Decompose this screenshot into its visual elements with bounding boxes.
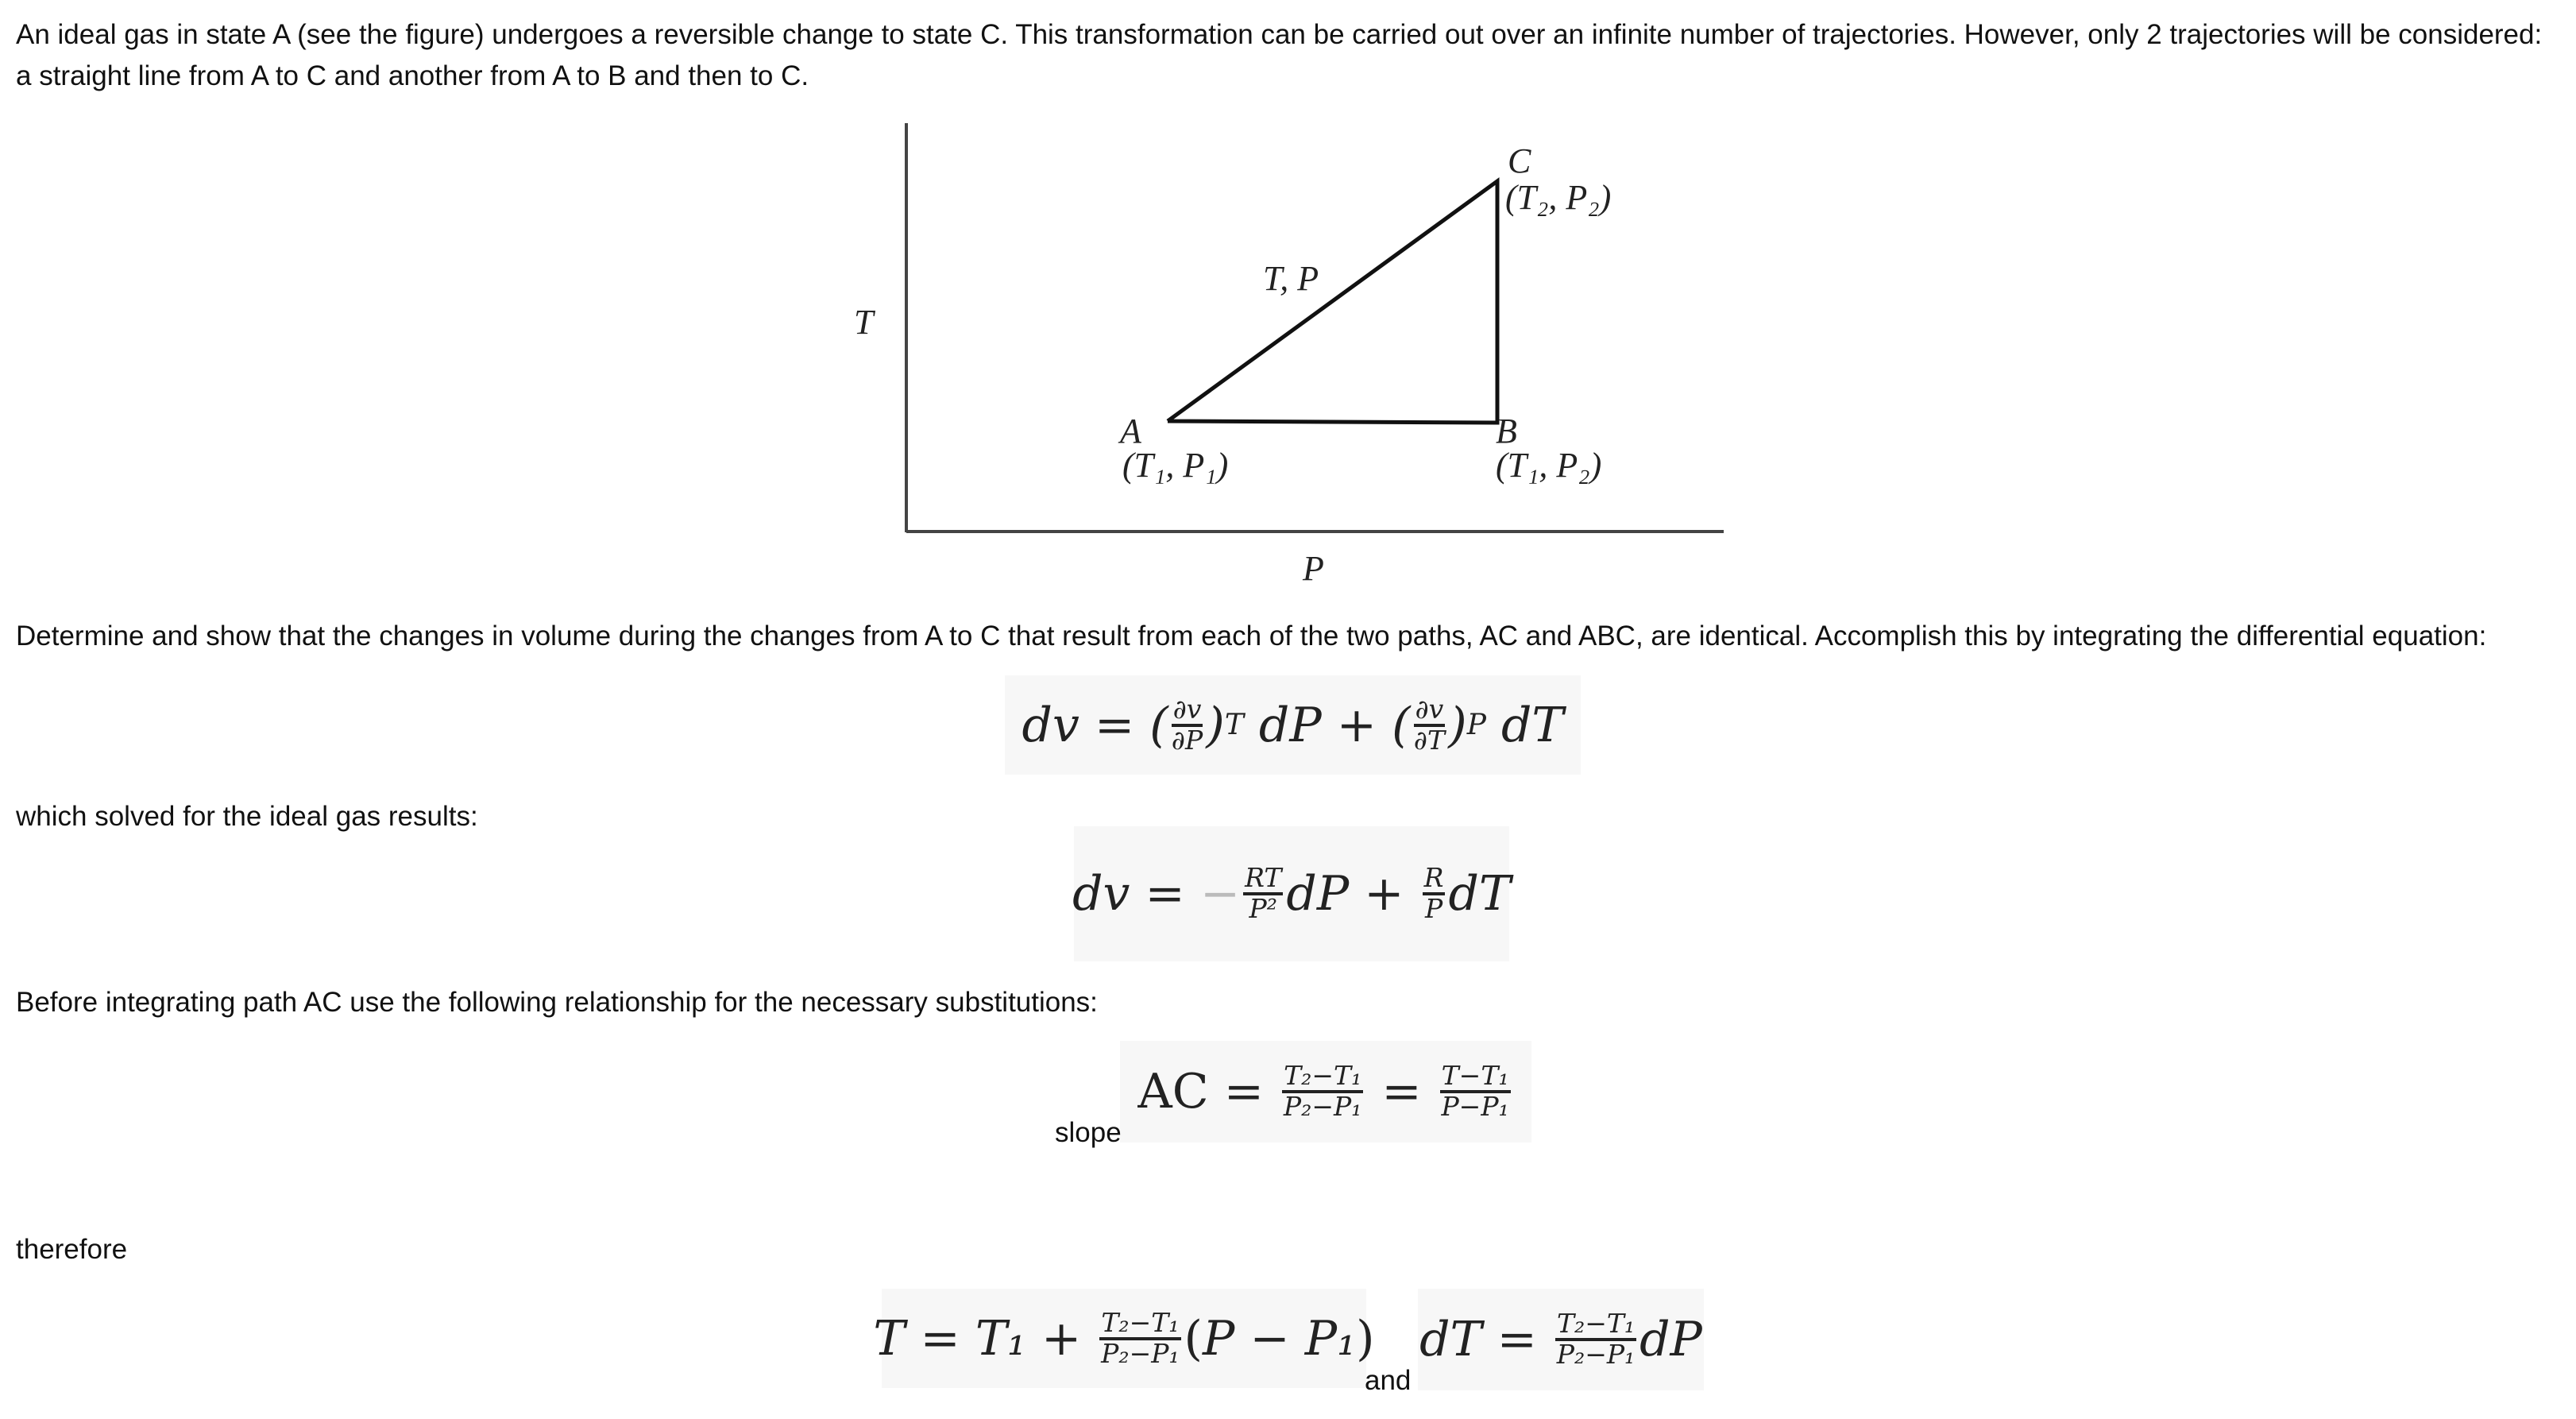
intro-text: An ideal gas in state A (see the figure) undergoes a reversible change to state C. This transformation can be carried out over an infinite number of trajectories. However, only 2 trajectories will be considered: <box>16 19 2543 50</box>
point-a-coords: (T₁, P₁) <box>1122 446 1229 485</box>
determine-text: Determine and show that the changes in volume during the changes from A to C that result from each of the two paths, AC and ABC, are identical. Accomplish this by integrating the differential equation: <box>16 621 2487 652</box>
point-b-coords: (T₁, P₂) <box>1496 446 1602 485</box>
tp-diagram <box>846 115 1744 592</box>
therefore-text: therefore <box>16 1234 128 1265</box>
before-text: Before integrating path AC use the following relationship for the necessary substitutions: <box>16 987 1098 1018</box>
path-label: T, P <box>1263 259 1319 298</box>
point-c-coords: (T₂, P₂) <box>1505 178 1612 217</box>
equation-dv-ideal-gas: dv = − $\frac{RT}{\text{P²}}$ dP + $\frac{R}{P}$ dT <box>1074 826 1509 961</box>
y-axis-label: T <box>854 303 874 342</box>
x-axis-label: P <box>1303 549 1324 588</box>
point-c-label: C <box>1508 141 1531 180</box>
point-a-label: A <box>1120 412 1141 450</box>
equation-t-of-p: T = T₁ + $\frac{\text{T₂−T₁}}{\text{P₂−P₁}}$ ( P − P₁ ) <box>882 1289 1366 1388</box>
intro-text-2: a straight line from A to C and another from A to B and then to C. <box>16 60 809 91</box>
and-label: and <box>1365 1365 1412 1396</box>
slope-label: slope <box>1055 1117 1122 1148</box>
equation-slope-ac: AC = $\frac{\text{T₂−T₁}}{\text{P₂−P₁}}$ = $\frac{\text{T−T₁}}{\text{P−P₁}}$ <box>1120 1041 1531 1143</box>
which-solved-text: which solved for the ideal gas results: <box>16 801 478 832</box>
equation-dt: dT = $\frac{\text{T₂−T₁}}{\text{P₂−P₁}}$ dP <box>1418 1289 1704 1390</box>
equation-dv-partial: dv = ( $\frac{\partial v}{\partial P}$ ) T dP + ( $\frac{\partial v}{\partial T}$ ) P dT <box>1005 675 1581 775</box>
point-b-label: B <box>1496 412 1517 450</box>
